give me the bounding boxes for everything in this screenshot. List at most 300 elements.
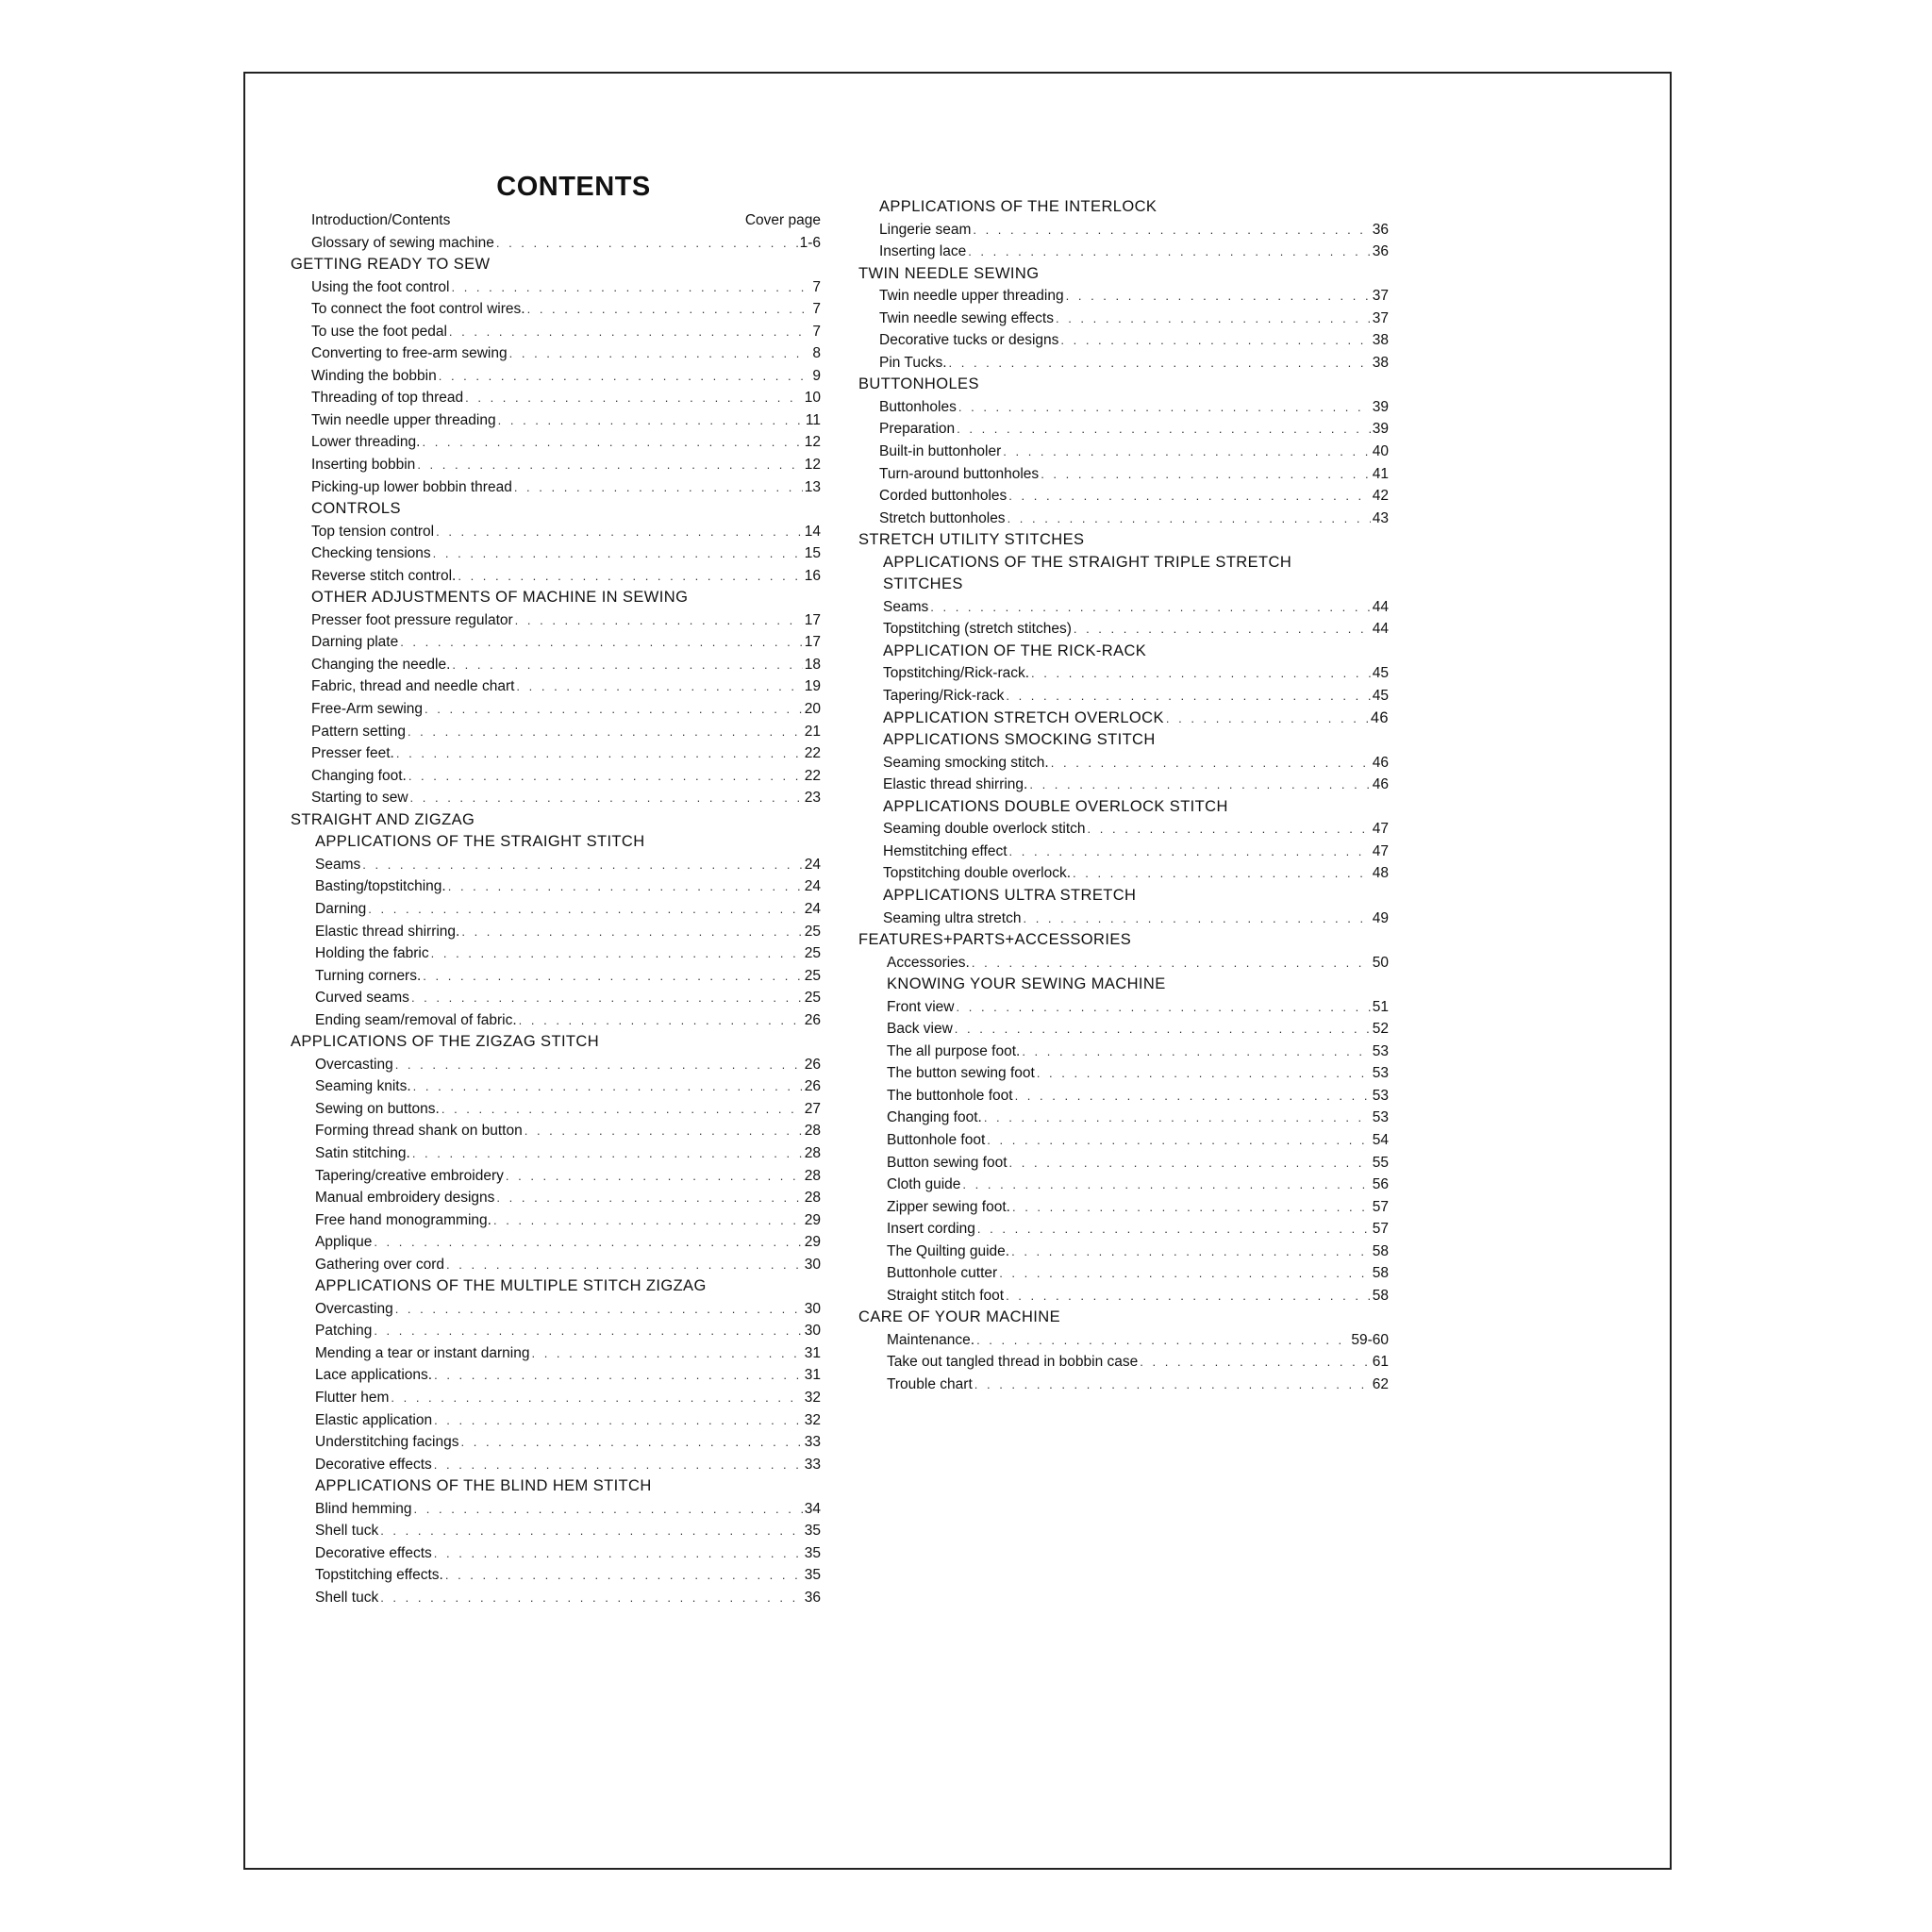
- toc-page-number: 12: [804, 457, 821, 474]
- toc-entry: [291, 1009, 821, 1032]
- toc-label: STRETCH UTILITY STITCHES: [858, 531, 1085, 549]
- toc-page-number: 58: [1372, 1265, 1389, 1282]
- toc-entry: [291, 209, 821, 232]
- toc-heading: [291, 1031, 821, 1054]
- toc-heading: [858, 374, 1389, 396]
- toc-label: Trouble chart: [887, 1375, 973, 1392]
- dot-leader: [452, 654, 802, 676]
- dot-leader: [1037, 1062, 1371, 1085]
- toc-label: Cloth guide: [887, 1176, 961, 1193]
- toc-label: Buttonhole cutter: [887, 1265, 998, 1282]
- dot-leader: [493, 1209, 803, 1232]
- dot-leader: [519, 1009, 803, 1032]
- toc-entry: [291, 565, 821, 588]
- dot-leader: [949, 352, 1371, 375]
- toc-label: APPLICATIONS OF THE STRAIGHT TRIPLE STRETCH: [883, 553, 1292, 571]
- toc-entry: [858, 818, 1389, 841]
- toc-page-number: 29: [804, 1234, 821, 1251]
- toc-label: Buttonholes: [879, 398, 957, 415]
- toc-entry: [858, 774, 1389, 796]
- dot-leader: [1009, 841, 1371, 863]
- toc-entry: [858, 1374, 1389, 1396]
- dot-leader: [506, 1165, 803, 1188]
- toc-heading: [858, 729, 1389, 752]
- toc-entry: [291, 454, 821, 476]
- toc-page-number: 15: [804, 545, 821, 562]
- dot-leader: [422, 431, 802, 454]
- dot-leader: [999, 1262, 1371, 1285]
- toc-label: Presser feet.: [311, 745, 394, 762]
- dot-leader: [412, 1142, 803, 1165]
- dot-leader: [391, 1387, 802, 1409]
- toc-label: APPLICATIONS OF THE ZIGZAG STITCH: [291, 1033, 600, 1051]
- toc-page-number: 53: [1372, 1087, 1389, 1104]
- dot-leader: [448, 875, 803, 898]
- toc-page-number: 55: [1372, 1154, 1389, 1171]
- toc-entry: [291, 654, 821, 676]
- toc-label: Preparation: [879, 421, 956, 438]
- toc-label: Shell tuck: [315, 1589, 379, 1606]
- toc-entry: [858, 418, 1389, 441]
- toc-page-number: 24: [804, 900, 821, 917]
- toc-page-number: 39: [1372, 421, 1389, 438]
- toc-page-number: 45: [1372, 688, 1389, 705]
- dot-leader: [1008, 508, 1371, 530]
- toc-entry: [858, 1218, 1389, 1241]
- toc-label: APPLICATIONS SMOCKING STITCH: [883, 731, 1156, 749]
- toc-heading: [291, 831, 821, 854]
- dot-leader: [1060, 329, 1370, 352]
- dot-leader: [957, 418, 1371, 441]
- toc-page-number: 25: [804, 967, 821, 984]
- toc-label: Decorative effects: [315, 1456, 432, 1473]
- toc-label: Winding the bobbin: [311, 367, 437, 384]
- toc-label: Mending a tear or instant darning: [315, 1344, 530, 1361]
- toc-page-number: 11: [805, 411, 821, 428]
- dot-leader: [515, 609, 803, 632]
- toc-label: Decorative effects: [315, 1544, 432, 1561]
- toc-label: Buttonhole foot: [887, 1131, 986, 1148]
- toc-page-number: 49: [1372, 909, 1389, 926]
- toc-entry: [291, 542, 821, 565]
- toc-label: APPLICATIONS ULTRA STRETCH: [883, 886, 1137, 904]
- toc-heading: [858, 885, 1389, 908]
- toc-entry: [858, 285, 1389, 308]
- toc-entry: [291, 298, 821, 321]
- dot-leader: [441, 1098, 803, 1121]
- toc-page-number: 26: [804, 1011, 821, 1028]
- dot-leader: [400, 631, 803, 654]
- toc-heading: [291, 498, 821, 521]
- toc-label: GETTING READY TO SEW: [291, 256, 491, 274]
- toc-page-number: 25: [804, 923, 821, 940]
- dot-leader: [968, 241, 1371, 263]
- dot-leader: [439, 365, 806, 388]
- dot-leader: [516, 675, 802, 698]
- toc-page-number: 30: [804, 1300, 821, 1317]
- toc-page-number: 53: [1372, 1042, 1389, 1059]
- toc-page-number: 20: [804, 701, 821, 718]
- toc-label: Curved seams: [315, 990, 409, 1007]
- toc-entry: [291, 609, 821, 632]
- dot-leader: [1023, 908, 1370, 930]
- toc-label: APPLICATION OF THE RICK-RACK: [883, 641, 1147, 659]
- dot-leader: [434, 1409, 803, 1432]
- toc-page-number: 24: [804, 856, 821, 873]
- dot-leader: [973, 219, 1370, 242]
- toc-label: Front view: [887, 998, 955, 1015]
- toc-entry: [858, 1262, 1389, 1285]
- dot-leader: [496, 1187, 802, 1209]
- toc-entry: [291, 431, 821, 454]
- toc-label: Sewing on buttons.: [315, 1100, 440, 1117]
- toc-heading: [858, 529, 1389, 552]
- toc-entry: [858, 508, 1389, 530]
- dot-leader: [1006, 685, 1370, 708]
- toc-entry: [858, 841, 1389, 863]
- toc-label: KNOWING YOUR SEWING MACHINE: [887, 975, 1166, 993]
- toc-label: Blind hemming: [315, 1500, 412, 1517]
- dot-leader: [496, 232, 798, 255]
- toc-page-number: 34: [804, 1500, 821, 1517]
- toc-entry: [291, 1165, 821, 1188]
- toc-entry: [291, 1454, 821, 1476]
- toc-entry: [291, 1209, 821, 1232]
- toc-entry: [291, 232, 821, 255]
- page-title: CONTENTS: [496, 172, 651, 202]
- toc-page-number: 36: [804, 1589, 821, 1606]
- toc-entry: [291, 1564, 821, 1587]
- toc-page-number: 46: [1370, 708, 1389, 726]
- toc-page-number: 36: [1372, 221, 1389, 238]
- dot-leader: [395, 1298, 803, 1321]
- toc-entry: [291, 742, 821, 765]
- toc-page-number: 16: [804, 567, 821, 584]
- dot-leader: [930, 596, 1371, 619]
- toc-label: Tapering/creative embroidery: [315, 1167, 504, 1184]
- toc-label: Straight stitch foot: [887, 1287, 1005, 1304]
- toc-label: Changing the needle.: [311, 656, 451, 673]
- dot-leader: [465, 387, 803, 409]
- toc-entry: [291, 942, 821, 965]
- toc-page-number: 28: [804, 1167, 821, 1184]
- toc-heading: [291, 1275, 821, 1298]
- toc-left-column: [291, 209, 821, 1608]
- toc-label: Forming thread shank on button: [315, 1123, 523, 1140]
- toc-entry: [858, 463, 1389, 486]
- toc-page-number: 54: [1372, 1131, 1389, 1148]
- dot-leader: [958, 396, 1371, 419]
- toc-right-column: [858, 196, 1389, 1396]
- toc-label: APPLICATIONS OF THE STRAIGHT STITCH: [315, 833, 645, 851]
- dot-leader: [1003, 441, 1371, 463]
- toc-page-number: 37: [1372, 288, 1389, 305]
- toc-label: Overcasting: [315, 1300, 393, 1317]
- toc-label: Glossary of sewing machine: [311, 234, 494, 251]
- toc-entry: [858, 596, 1389, 619]
- toc-page-number: 39: [1372, 398, 1389, 415]
- toc-page-number: 7: [812, 301, 821, 318]
- toc-page-number: 1-6: [799, 234, 821, 251]
- toc-entry: [858, 1241, 1389, 1263]
- toc-entry: [291, 875, 821, 898]
- toc-label: Maintenance.: [887, 1331, 975, 1348]
- toc-label: The button sewing foot: [887, 1065, 1035, 1082]
- dot-leader: [434, 1454, 803, 1476]
- toc-page-number: 44: [1372, 598, 1389, 615]
- toc-page-number: 46: [1372, 754, 1389, 771]
- toc-page-number: 9: [812, 367, 821, 384]
- dot-leader: [974, 1374, 1371, 1396]
- toc-entry: [291, 1187, 821, 1209]
- dot-leader: [987, 1129, 1370, 1152]
- dot-leader: [531, 1342, 802, 1365]
- dot-leader: [1066, 285, 1371, 308]
- dot-leader: [396, 742, 803, 765]
- toc-label: Seaming ultra stretch: [883, 909, 1022, 926]
- toc-entry: [858, 1085, 1389, 1108]
- dot-leader: [362, 854, 803, 876]
- dot-leader: [957, 996, 1371, 1019]
- dot-leader: [498, 409, 804, 432]
- toc-page-number: 43: [1372, 509, 1389, 526]
- dot-leader: [1140, 1351, 1370, 1374]
- toc-label: Decorative tucks or designs: [879, 332, 1059, 349]
- dot-leader: [446, 1254, 803, 1276]
- toc-label: Elastic thread shirring.: [315, 923, 460, 940]
- toc-label: Built-in buttonholer: [879, 443, 1002, 460]
- toc-heading: [858, 196, 1389, 219]
- dot-leader: [461, 921, 802, 943]
- toc-page-number: 38: [1372, 354, 1389, 371]
- toc-entry: [858, 1196, 1389, 1219]
- toc-page-number: 48: [1372, 865, 1389, 882]
- toc-heading: [858, 552, 1389, 575]
- toc-page-number: 37: [1372, 309, 1389, 326]
- toc-page-number: 40: [1372, 443, 1389, 460]
- dot-leader: [380, 1520, 803, 1542]
- toc-entry: [291, 1298, 821, 1321]
- toc-label: To connect the foot control wires.: [311, 301, 525, 318]
- toc-label: Stretch buttonholes: [879, 509, 1006, 526]
- dot-leader: [423, 965, 802, 988]
- dot-leader: [955, 1018, 1371, 1041]
- dot-leader: [458, 565, 802, 588]
- toc-page-number: 32: [804, 1411, 821, 1428]
- toc-entry: [858, 996, 1389, 1019]
- toc-label: Accessories.: [887, 954, 970, 971]
- dot-leader: [514, 476, 803, 499]
- toc-page-number: 47: [1372, 842, 1389, 859]
- toc-page-number: 38: [1372, 332, 1389, 349]
- toc-heading: [291, 254, 821, 276]
- dot-leader: [461, 1431, 803, 1454]
- toc-entry: [291, 1098, 821, 1121]
- toc-page-number: 28: [804, 1190, 821, 1207]
- dot-leader: [1166, 708, 1369, 730]
- toc-page-number: 25: [804, 945, 821, 962]
- toc-entry: [858, 441, 1389, 463]
- toc-label: Corded buttonholes: [879, 488, 1008, 505]
- toc-label: Ending seam/removal of fabric.: [315, 1011, 517, 1028]
- toc-label: Tapering/Rick-rack: [883, 688, 1005, 705]
- toc-label: Free hand monogramming.: [315, 1211, 491, 1228]
- toc-page-number: 50: [1372, 954, 1389, 971]
- dot-leader: [436, 521, 803, 543]
- toc-page-number: 62: [1372, 1375, 1389, 1392]
- toc-label: The Quilting guide.: [887, 1242, 1010, 1259]
- dot-leader: [1015, 1085, 1371, 1108]
- toc-page-number: 17: [804, 634, 821, 651]
- toc-label: Elastic application: [315, 1411, 433, 1428]
- toc-label: Presser foot pressure regulator: [311, 611, 513, 628]
- toc-page-number: 7: [812, 278, 821, 295]
- dot-leader: [1011, 1241, 1371, 1263]
- toc-label: Satin stitching.: [315, 1144, 410, 1161]
- dot-leader: [395, 1054, 803, 1076]
- toc-entry: [291, 342, 821, 365]
- toc-label: Twin needle upper threading: [311, 411, 496, 428]
- toc-heading: [858, 263, 1389, 286]
- toc-page-number: 31: [804, 1344, 821, 1361]
- toc-entry: [291, 765, 821, 788]
- dot-leader: [962, 1174, 1370, 1196]
- toc-entry: [291, 921, 821, 943]
- toc-label: Manual embroidery designs: [315, 1190, 495, 1207]
- toc-page-number: 28: [804, 1144, 821, 1161]
- dot-leader: [434, 1364, 803, 1387]
- dot-leader: [451, 276, 806, 299]
- toc-label: OTHER ADJUSTMENTS OF MACHINE IN SEWING: [311, 589, 689, 607]
- toc-label: BUTTONHOLES: [858, 375, 979, 393]
- toc-entry: [291, 698, 821, 721]
- toc-entry: [858, 1062, 1389, 1085]
- dot-leader: [414, 1498, 803, 1521]
- toc-label: Turning corners.: [315, 967, 422, 984]
- toc-label: Shell tuck: [315, 1523, 379, 1540]
- toc-entry: [858, 908, 1389, 930]
- toc-page-number: 29: [804, 1211, 821, 1228]
- toc-label: Topstitching (stretch stitches): [883, 621, 1072, 638]
- toc-heading: [858, 641, 1389, 663]
- dot-leader: [408, 721, 803, 743]
- toc-page-number: 57: [1372, 1198, 1389, 1215]
- toc-label: Twin needle sewing effects: [879, 309, 1054, 326]
- toc-page-number: 59-60: [1351, 1331, 1389, 1348]
- dot-leader: [976, 1329, 1349, 1352]
- toc-page-number: 12: [804, 434, 821, 451]
- toc-page-number: Cover page: [744, 212, 821, 228]
- dot-leader: [445, 1564, 803, 1587]
- dot-leader: [1006, 1285, 1371, 1307]
- toc-label: Reverse stitch control.: [311, 567, 457, 584]
- toc-entry: [291, 965, 821, 988]
- toc-page-number: 17: [804, 611, 821, 628]
- dot-leader: [977, 1218, 1371, 1241]
- toc-page-number: 51: [1372, 998, 1389, 1015]
- toc-page-number: 58: [1372, 1242, 1389, 1259]
- toc-page-number: 53: [1372, 1109, 1389, 1126]
- dot-leader: [1074, 618, 1371, 641]
- toc-entry: [291, 1054, 821, 1076]
- toc-page-number: 28: [804, 1123, 821, 1140]
- toc-entry: [858, 952, 1389, 974]
- toc-entry: [858, 1351, 1389, 1374]
- toc-heading: [858, 929, 1389, 952]
- toc-entry: [291, 721, 821, 743]
- dot-leader: [527, 298, 806, 321]
- toc-page-number: 33: [804, 1434, 821, 1451]
- toc-label: Topstitching effects.: [315, 1567, 443, 1584]
- dot-leader: [1088, 818, 1371, 841]
- dot-leader: [408, 765, 803, 788]
- toc-page-number: 56: [1372, 1176, 1389, 1193]
- toc-label: Understitching facings: [315, 1434, 459, 1451]
- dot-leader: [374, 1320, 802, 1342]
- toc-label: Turn-around buttonholes: [879, 465, 1040, 482]
- dot-leader: [509, 342, 806, 365]
- toc-page-number: 32: [804, 1389, 821, 1406]
- toc-entry: [291, 521, 821, 543]
- toc-label: Checking tensions: [311, 545, 431, 562]
- toc-entry: [291, 1364, 821, 1387]
- toc-label: Darning plate: [311, 634, 399, 651]
- toc-page-number: 7: [812, 323, 821, 340]
- dot-leader: [525, 1120, 803, 1142]
- toc-heading: [858, 574, 1389, 596]
- toc-label: The buttonhole foot: [887, 1087, 1013, 1104]
- toc-label: Patching: [315, 1323, 373, 1340]
- toc-label: Gathering over cord: [315, 1256, 444, 1273]
- toc-page-number: 53: [1372, 1065, 1389, 1082]
- toc-page-number: 61: [1372, 1354, 1389, 1371]
- toc-page-number: 30: [804, 1256, 821, 1273]
- toc-label: Seaming knits.: [315, 1078, 411, 1095]
- dot-leader: [433, 542, 803, 565]
- toc-entry: [291, 1342, 821, 1365]
- toc-entry: [291, 1520, 821, 1542]
- toc-label: Back view: [887, 1021, 953, 1038]
- toc-entry: [291, 675, 821, 698]
- toc-page-number: 27: [804, 1100, 821, 1117]
- toc-label: STRAIGHT AND ZIGZAG: [291, 810, 475, 828]
- toc-entry: [858, 485, 1389, 508]
- toc-label: Changing foot.: [887, 1109, 982, 1126]
- toc-label: To use the foot pedal: [311, 323, 447, 340]
- toc-entry: [858, 396, 1389, 419]
- toc-label: CONTROLS: [311, 500, 401, 518]
- toc-page-number: 19: [804, 678, 821, 695]
- toc-entry: [858, 1174, 1389, 1196]
- toc-entry: [291, 1498, 821, 1521]
- dot-leader: [425, 698, 803, 721]
- toc-entry: [858, 752, 1389, 774]
- toc-heading: [291, 809, 821, 832]
- toc-label: APPLICATIONS OF THE MULTIPLE STITCH ZIGZAG: [315, 1277, 707, 1295]
- toc-entry: [291, 409, 821, 432]
- toc-label: Lace applications.: [315, 1367, 433, 1384]
- toc-heading: [858, 796, 1389, 819]
- toc-label: FEATURES+PARTS+ACCESSORIES: [858, 931, 1132, 949]
- toc-label: Converting to free-arm sewing: [311, 345, 508, 362]
- toc-heading: [858, 974, 1389, 996]
- toc-label: Topstitching double overlock.: [883, 865, 1072, 882]
- toc-entry: [858, 352, 1389, 375]
- dot-leader: [1022, 1041, 1370, 1063]
- dot-leader: [1031, 662, 1371, 685]
- toc-label: TWIN NEEDLE SEWING: [858, 264, 1040, 282]
- toc-label: Pattern setting: [311, 723, 406, 740]
